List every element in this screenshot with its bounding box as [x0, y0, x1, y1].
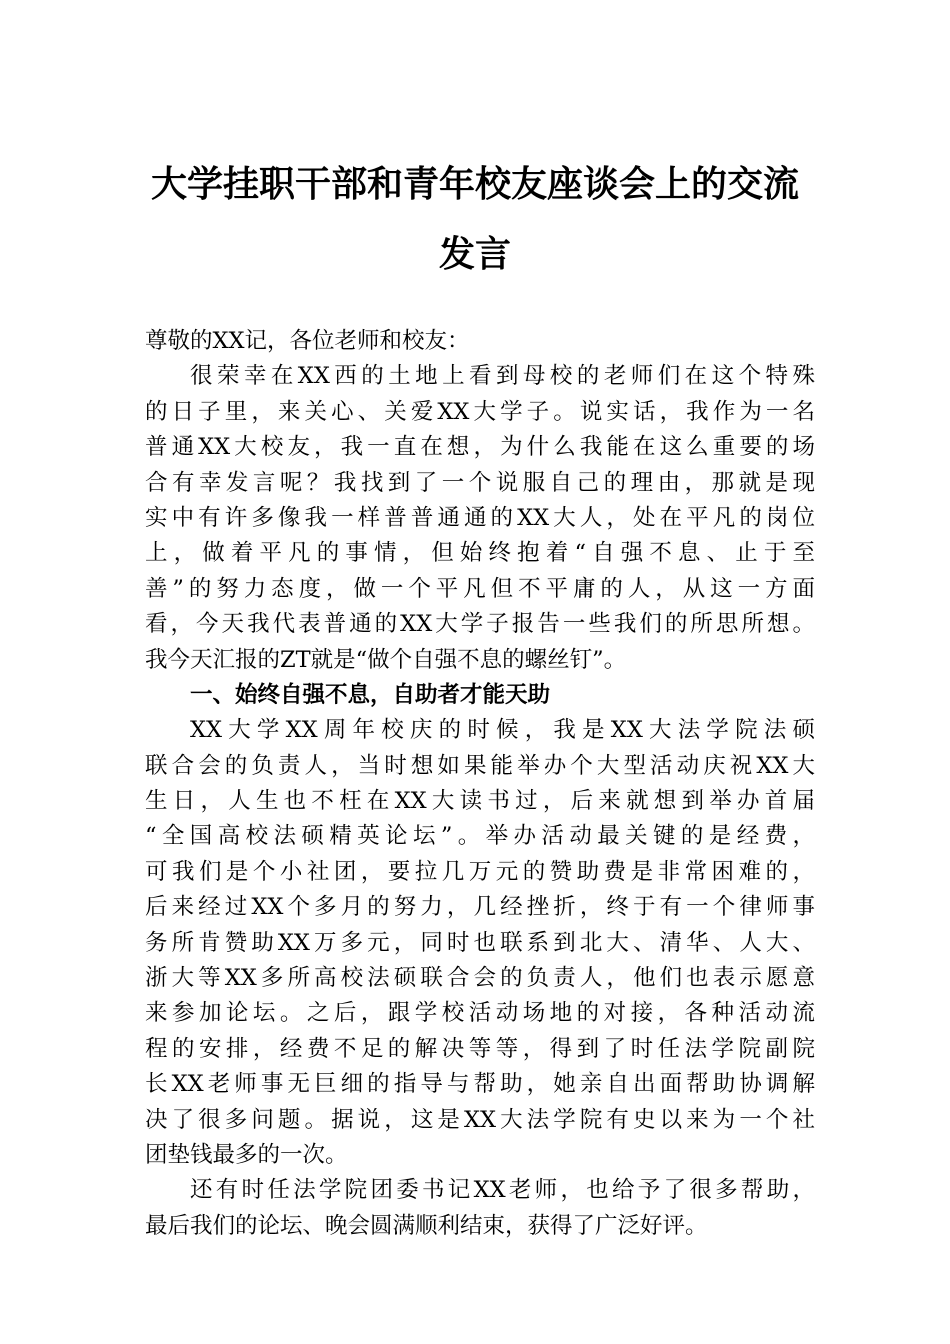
body-line: 实中有许多像我一样普普通通的XX大人，处在平凡的岗位	[145, 504, 815, 531]
document-body	[145, 324, 815, 1244]
body-line: 看，今天我代表普通的XX大学子报告一些我们的所思所想。	[145, 611, 815, 638]
body-line: 联合会的负责人，当时想如果能举办个大型活动庆祝XX大	[145, 752, 815, 779]
body-line: 我今天汇报的ZT就是“做个自强不息的螺丝钉”。	[145, 646, 627, 673]
body-line: 最后我们的论坛、晚会圆满顺利结束，获得了广泛好评。	[145, 1212, 708, 1239]
body-line: 团垫钱最多的一次。	[145, 1141, 348, 1168]
body-line: 长XX老师事无巨细的指导与帮助，她亲自出面帮助协调解	[145, 1071, 815, 1098]
body-line: 决了很多问题。据说，这是XX大法学院有史以来为一个社	[145, 1106, 815, 1133]
body-line: 务所肯赞助XX万多元，同时也联系到北大、清华、人大、	[145, 929, 815, 956]
body-line: 生日，人生也不枉在XX大读书过，后来就想到举办首届	[145, 788, 815, 815]
body-line: 上，做着平凡的事情，但始终抱着“自强不息、止于至	[145, 540, 815, 567]
document-title-line-1: 大学挂职干部和青年校友座谈会上的交流	[150, 163, 799, 205]
document-title-line-2: 发言	[438, 233, 511, 275]
body-line: 很荣幸在XX西的土地上看到母校的老师们在这个特殊	[190, 363, 815, 390]
body-line: 的日子里，来关心、关爱XX大学子。说实话，我作为一名	[145, 398, 815, 425]
body-line: 来参加论坛。之后，跟学校活动场地的对接，各种活动流	[145, 1000, 815, 1027]
body-line: XX大学XX周年校庆的时候，我是XX大法学院法硕	[190, 717, 815, 744]
body-line: 程的安排，经费不足的解决等等，得到了时任法学院副院	[145, 1035, 815, 1062]
body-line: 尊敬的XX记，各位老师和校友：	[145, 328, 470, 354]
body-line: 合有幸发言呢？我找到了一个说服自己的理由，那就是现	[145, 469, 815, 496]
body-line: “全国高校法硕精英论坛”。举办活动最关键的是经费，	[145, 823, 815, 850]
body-line: 善”的努力态度，做一个平凡但不平庸的人，从这一方面	[145, 575, 815, 602]
body-line: 普通XX大校友，我一直在想，为什么我能在这么重要的场	[145, 434, 815, 461]
body-line: 可我们是个小社团，要拉几万元的赞助费是非常困难的，	[145, 858, 815, 885]
body-line: 还有时任法学院团委书记XX老师，也给予了很多帮助，	[190, 1177, 815, 1204]
body-line: 浙大等XX多所高校法硕联合会的负责人，他们也表示愿意	[145, 965, 815, 992]
body-line: 后来经过XX个多月的努力，几经挫折，终于有一个律师事	[145, 894, 815, 921]
section-heading: 一、始终自强不息，自助者才能天助	[190, 681, 551, 708]
